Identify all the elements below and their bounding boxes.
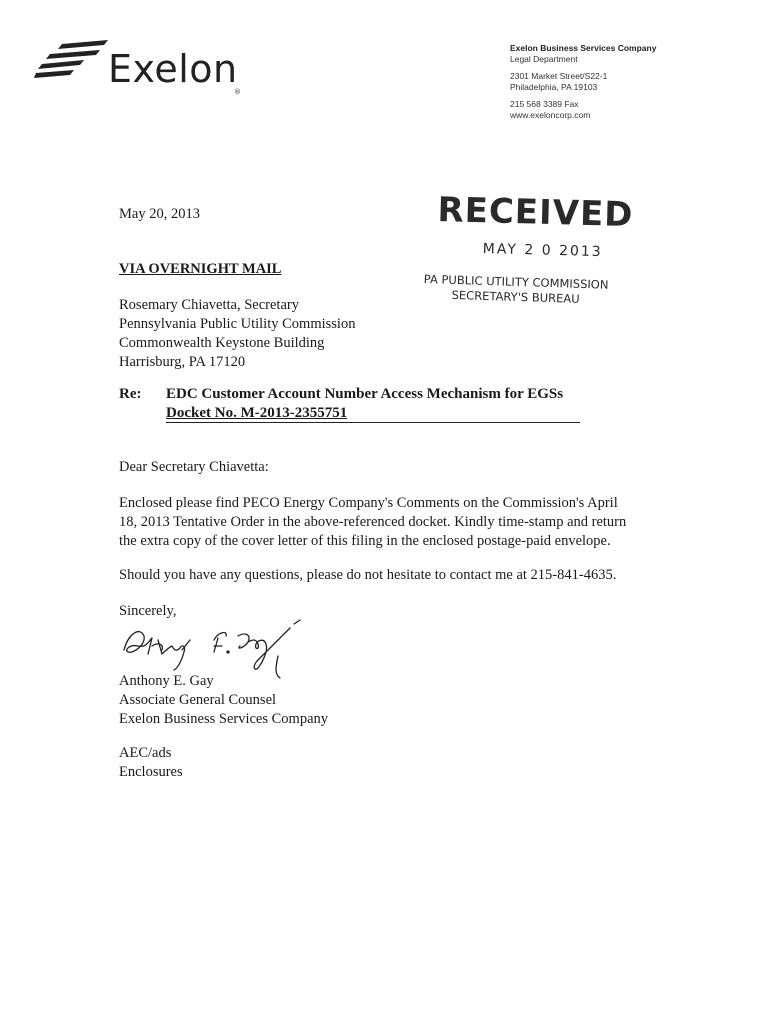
letter-date: May 20, 2013 (119, 206, 200, 222)
received-stamp-date: MAY 2 0 2013 (482, 241, 603, 261)
exelon-logo-wordmark: Exelon (108, 47, 238, 91)
stamp-org-line: PA PUBLIC UTILITY COMMISSION (423, 272, 609, 292)
letter-footer (119, 744, 183, 782)
received-stamp: RECEIVED (436, 190, 634, 236)
letterhead-city: Philadelphia, PA 19103 (510, 82, 598, 92)
signature-block (119, 672, 328, 729)
recipient-line: Commonwealth Keystone Building (119, 335, 325, 351)
re-docket-line (166, 405, 580, 423)
body-paragraph-1 (119, 494, 664, 551)
recipient-line: Rosemary Chiavetta, Secretary (119, 297, 299, 313)
re-label: Re: (119, 386, 142, 402)
letterhead-address (510, 43, 656, 121)
letterhead-web: www.exeloncorp.com (510, 110, 591, 120)
letterhead-street: 2301 Market Street/S22-1 (510, 71, 608, 81)
stamp-org-line: SECRETARY'S BUREAU (451, 287, 580, 306)
recipient-address (119, 296, 355, 372)
received-stamp-org (423, 272, 609, 308)
closing: Sincerely, (119, 603, 177, 619)
signer-name: Anthony E. Gay (119, 673, 214, 689)
exelon-logo-mark (34, 40, 110, 80)
letterhead-department: Legal Department (510, 54, 578, 64)
salutation: Dear Secretary Chiavetta: (119, 459, 269, 475)
letterhead-fax: 215 568 3389 Fax (510, 99, 579, 109)
paragraph-line: 18, 2013 Tentative Order in the above-referenced docket. Kindly time-stamp and return (119, 514, 627, 530)
body-paragraph-2: Should you have any questions, please do not hesitate to contact me at 215-841-4635. (119, 567, 617, 583)
letterhead-company: Exelon Business Services Company (510, 43, 657, 53)
reference-initials: AEC/ads (119, 745, 172, 761)
signer-company: Exelon Business Services Company (119, 711, 329, 727)
paragraph-line: the extra copy of the cover letter of this filing in the enclosed postage-paid envelope. (119, 533, 611, 549)
recipient-line: Harrisburg, PA 17120 (119, 354, 246, 370)
signer-title: Associate General Counsel (119, 692, 277, 708)
delivery-method: VIA OVERNIGHT MAIL (119, 261, 282, 277)
recipient-line: Pennsylvania Public Utility Commission (119, 316, 356, 332)
enclosures-note: Enclosures (119, 764, 183, 780)
paragraph-line: Enclosed please find PECO Energy Company's Comments on the Commission's April (119, 495, 618, 511)
re-docket-number: Docket No. M-2013-2355751 (166, 405, 348, 421)
re-subject: EDC Customer Account Number Access Mechanism for EGSs (166, 386, 564, 402)
registered-mark: ® (234, 88, 241, 96)
